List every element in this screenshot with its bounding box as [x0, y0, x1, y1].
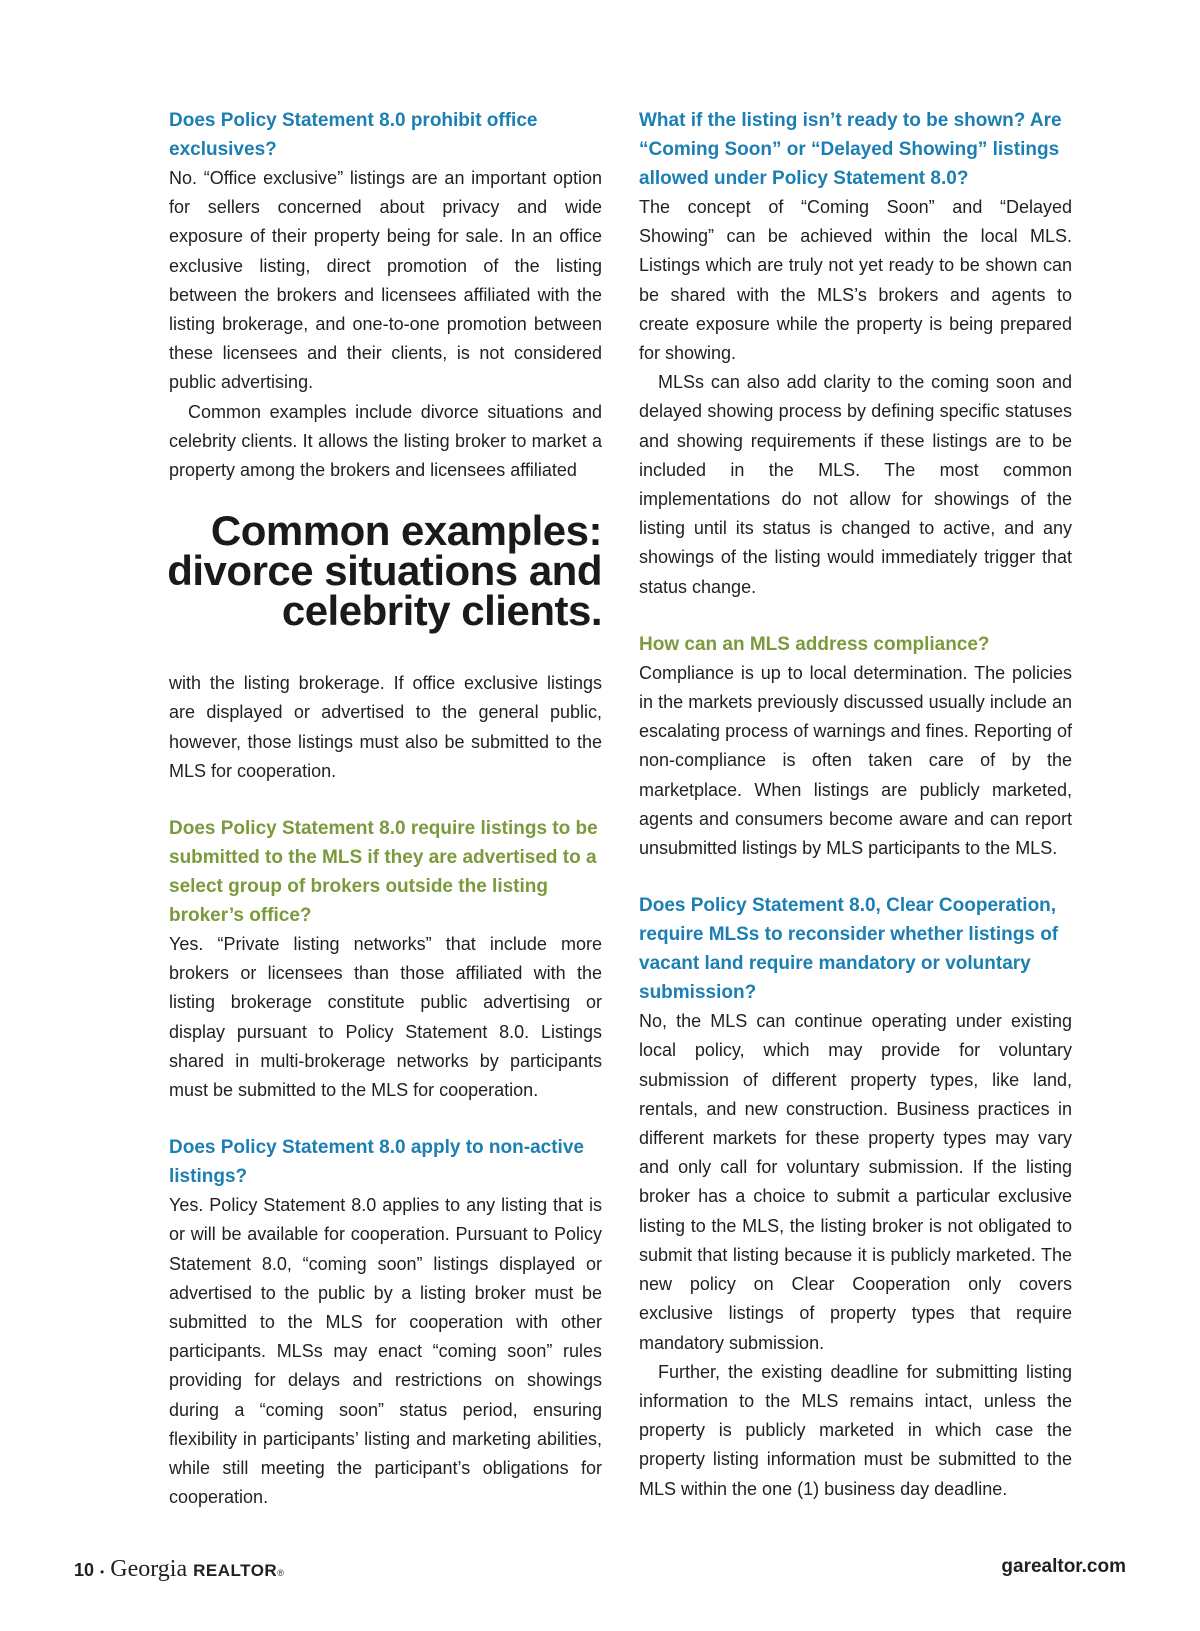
question-non-active-listings: Does Policy Statement 8.0 apply to non-active listings? [169, 1137, 584, 1188]
paragraph: Further, the existing deadline for submitting listing information to the MLS remains intact, unless the property is publicly marketed in which case the property listing information must be submitted to the MLS within the one (1) business day deadline. [639, 1361, 1072, 1499]
paragraph: Compliance is up to local determination. The policies in the markets previously discussed usually include an escalating process of warnings and fines. Reporting of non-compliance is often taken care of by the marketplace. When listings are publicly marketed, agents and consumers become aware and can report unsubmitted listings by MLS participants to the MLS. [639, 662, 1072, 859]
magazine-name-realtor: REALTOR [193, 1561, 278, 1580]
question-office-exclusives: Does Policy Statement 8.0 prohibit office exclusives? [169, 110, 538, 160]
left-column [169, 106, 602, 1513]
right-column [639, 106, 1072, 1504]
pull-quote: Common examples: divorce situations and celebrity clients. [167, 507, 602, 635]
page-number: 10 [74, 1560, 95, 1580]
paragraph: Yes. Policy Statement 8.0 applies to any listing that is or will be available for cooperation. Pursuant to Policy Statement 8.0, “coming soon” listings displayed or advertised to the public by a listing broker must be submitted to the MLS for cooperation with other participants. MLSs may enact “coming soon” rules providing for delays and restrictions on showings during a “coming soon” status period, ensuring flexibility in participants’ listing and marketing abilities, while still meeting the participant’s obligations for cooperation. [169, 1195, 602, 1508]
paragraph: No. “Office exclusive” listings are an important option for sellers concerned about privacy and wide exposure of their property being for sale. In an office exclusive listing, direct promotion of the listing between the brokers and licensees affiliated with the listing brokerage, and one-to-one promotion between these licensees and their clients, is not considered public advertising. [169, 168, 602, 393]
page-footer [74, 1556, 1126, 1586]
paragraph: No, the MLS can continue operating under existing local policy, which may provide for voluntary submission of different property types, like land, rentals, and new construction. Business practices in different markets for these property types may vary and only call for voluntary submission. If the listing broker has a choice to submit a particular exclusive listing to the MLS, the listing broker is not obligated to submit that listing because it is publicly marketed. The new policy on Clear Cooperation only covers exclusive listings of property types that require mandatory submission. [639, 1011, 1072, 1353]
bullet-separator: • [100, 1565, 105, 1579]
question-coming-soon: What if the listing isn’t ready to be shown? Are “Coming Soon” or “Delayed Showing” listings allowed under Policy Statement 8.0? [639, 110, 1062, 189]
question-select-group-brokers: Does Policy Statement 8.0 require listings to be submitted to the MLS if they are advertised to a select group of brokers outside the listing broker’s office? [169, 818, 598, 927]
question-compliance: How can an MLS address compliance? [639, 633, 990, 655]
paragraph: MLSs can also add clarity to the coming soon and delayed showing process by defining specific statuses and showing requirements if these listings are to be included in the MLS. The most common implementations do not allow for showings of the listing until its status is changed to active, and any showings of the listing would immediately trigger that status change. [639, 372, 1072, 597]
registered-mark: ® [277, 1568, 284, 1578]
paragraph: The concept of “Coming Soon” and “Delayed Showing” can be achieved within the local MLS. Listings which are truly not yet ready to be shown can be shared with the MLS’s brokers and agents to create exposure while the property is being prepared for showing. [639, 197, 1072, 364]
question-vacant-land: Does Policy Statement 8.0, Clear Cooperation, require MLSs to reconsider whether listings of vacant land require mandatory or voluntary submission? [639, 895, 1059, 1004]
magazine-name-georgia: Georgia [110, 1556, 188, 1582]
paragraph: Common examples include divorce situations and celebrity clients. It allows the listing broker to market a property among the brokers and licensees affiliated [169, 401, 602, 481]
paragraph: with the listing brokerage. If office exclusive listings are displayed or advertised to the general public, however, those listings must also be submitted to the MLS for cooperation. [169, 673, 602, 781]
footer-masthead [74, 1556, 284, 1583]
paragraph: Yes. “Private listing networks” that include more brokers or licensees than those affiliated with the listing brokerage constitute public advertising or display pursuant to Policy Statement 8.0. Listings shared in multi-brokerage networks by participants must be submitted to the MLS for cooperation. [169, 934, 602, 1101]
website-url: garealtor.com [1001, 1556, 1126, 1577]
